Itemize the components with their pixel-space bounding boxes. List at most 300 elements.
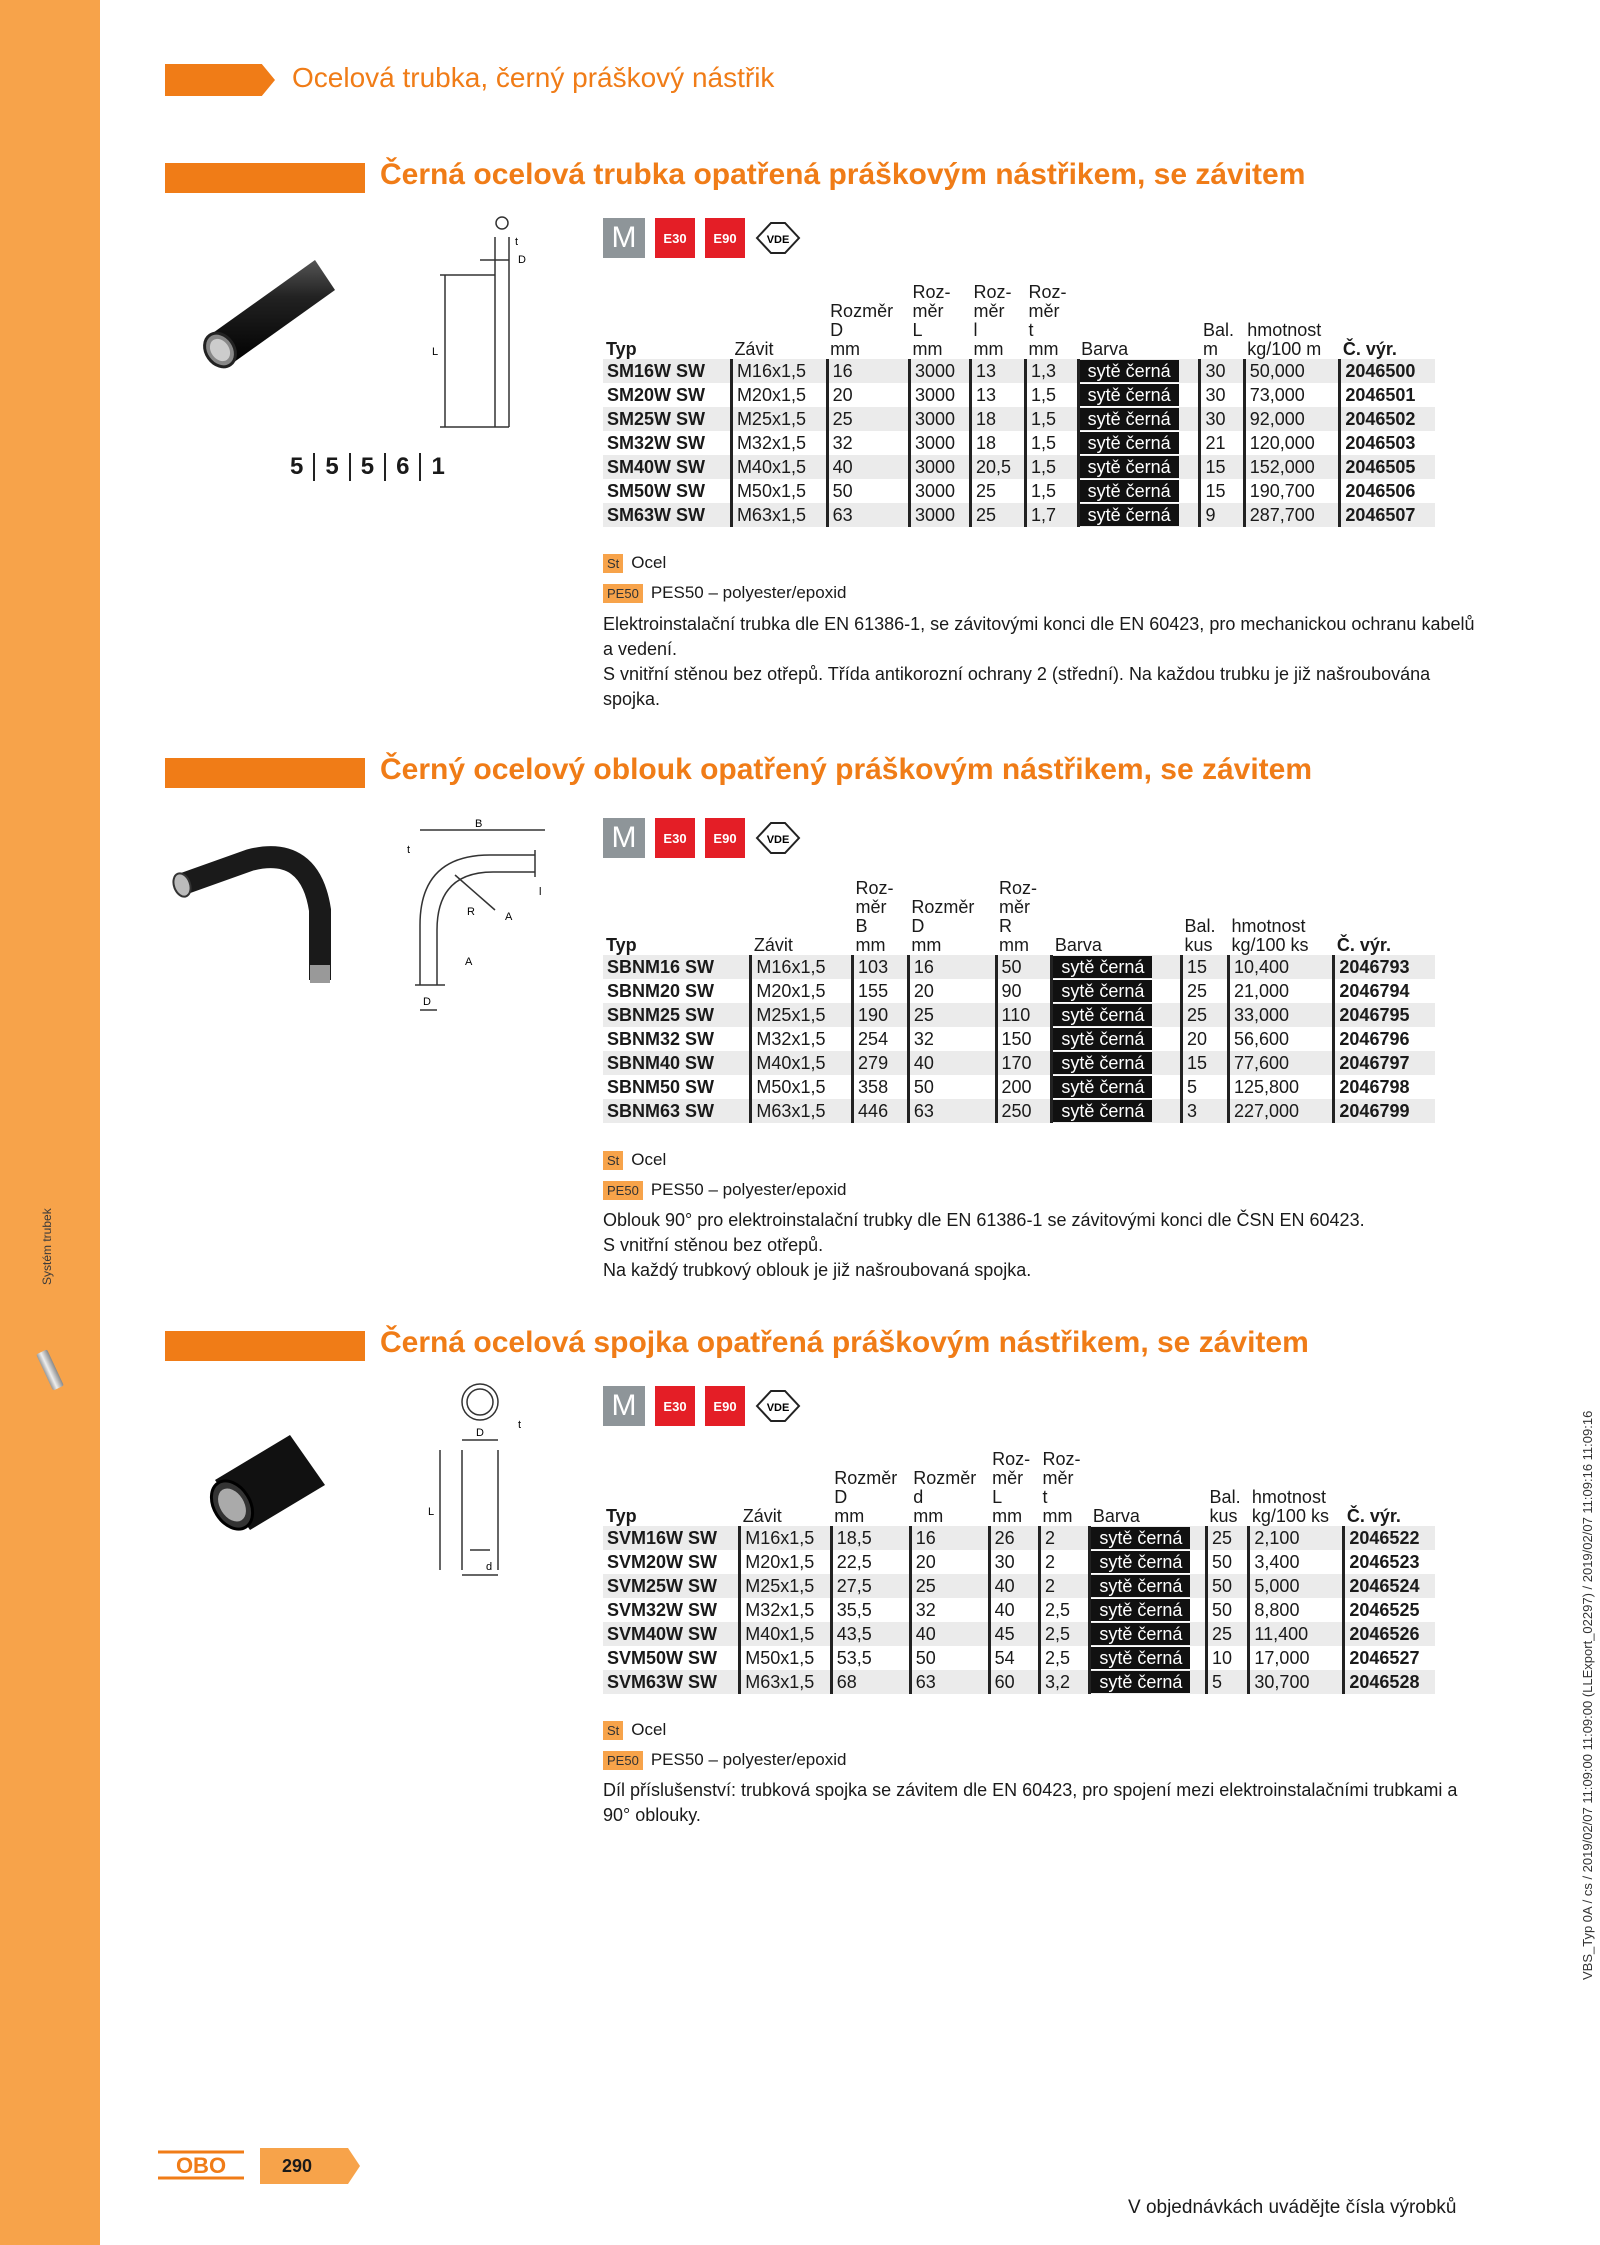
product-table — [603, 879, 1435, 1123]
table-cell: 30 — [1200, 407, 1244, 431]
cell-color — [1090, 1550, 1207, 1574]
table-cell: 2,5 — [1039, 1598, 1089, 1622]
table-cell: 50 — [910, 1646, 989, 1670]
color-chip: sytě černá — [1080, 360, 1179, 382]
cell-color — [1052, 979, 1182, 1003]
badge-e30: E30 — [655, 218, 695, 258]
cell-color — [1078, 383, 1200, 407]
col-header: hmotnost kg/100 ks — [1251, 1487, 1329, 1526]
col-header: Závit — [734, 339, 774, 359]
table-cell: 3000 — [910, 479, 971, 503]
col-header: Roz- měr t mm — [1028, 282, 1067, 359]
table-row — [603, 407, 1435, 431]
table-cell: 32 — [910, 1598, 989, 1622]
table-cell: 16 — [910, 1526, 989, 1550]
cell-article-number: 2046797 — [1334, 1051, 1435, 1075]
svg-text:VDE: VDE — [766, 234, 790, 246]
table-cell: 53,5 — [831, 1646, 910, 1670]
color-chip: sytě černá — [1091, 1599, 1190, 1621]
cell-color — [1052, 955, 1182, 979]
table-cell: M20x1,5 — [731, 383, 827, 407]
col-header: Roz- měr t mm — [1042, 1449, 1081, 1526]
table-row — [603, 479, 1435, 503]
table-cell: SBNM40 SW — [607, 1053, 715, 1073]
table-cell: 1,5 — [1026, 383, 1079, 407]
cell-article-number: 2046528 — [1344, 1670, 1435, 1694]
table-cell: 50 — [827, 479, 909, 503]
table-cell: SVM40W SW — [607, 1624, 718, 1644]
table-cell: M63x1,5 — [731, 503, 827, 527]
color-chip: sytě černá — [1080, 384, 1179, 406]
table-cell: SBNM32 SW — [607, 1029, 715, 1049]
col-header: Závit — [742, 1506, 782, 1526]
material-row — [603, 1150, 666, 1170]
digit: 5 — [290, 453, 304, 480]
table-cell: 50 — [996, 955, 1052, 979]
table-cell: 20 — [1181, 1027, 1228, 1051]
table-cell: 30 — [989, 1550, 1039, 1574]
material-row — [603, 1720, 666, 1740]
table-cell: 50,000 — [1244, 359, 1340, 383]
col-header: Č. výr. — [1336, 935, 1391, 955]
table-cell: 32 — [827, 431, 909, 455]
description — [603, 1778, 1483, 1828]
color-chip: sytě černá — [1053, 1004, 1152, 1026]
color-chip: sytě černá — [1053, 956, 1152, 978]
svg-text:l: l — [539, 886, 542, 898]
table-cell: 30 — [1200, 359, 1244, 383]
sidebar-strip — [0, 0, 100, 2245]
cell-color — [1090, 1574, 1207, 1598]
table-cell: 3000 — [910, 407, 971, 431]
table-cell: 25 — [971, 479, 1026, 503]
cell-article-number: 2046505 — [1340, 455, 1435, 479]
table-cell: 3000 — [910, 383, 971, 407]
section-bar — [165, 163, 365, 193]
table-cell: 20 — [827, 383, 909, 407]
table-cell: 15 — [1181, 1051, 1228, 1075]
svg-text:A: A — [465, 956, 473, 968]
badges — [603, 1386, 801, 1426]
svg-text:VDE: VDE — [766, 834, 790, 846]
cell-article-number: 2046526 — [1344, 1622, 1435, 1646]
table-cell: 279 — [853, 1051, 909, 1075]
table-cell: 25 — [1207, 1622, 1249, 1646]
svg-text:t: t — [407, 844, 411, 856]
table-cell: 200 — [996, 1075, 1052, 1099]
material-code: St — [603, 1721, 623, 1740]
table-cell: 18,5 — [831, 1526, 910, 1550]
table-cell: M16x1,5 — [751, 955, 853, 979]
table-cell: 60 — [989, 1670, 1039, 1694]
digit: 5 — [313, 453, 348, 481]
table-row — [603, 383, 1435, 407]
table-cell: 25 — [1207, 1526, 1249, 1550]
cell-article-number: 2046527 — [1344, 1646, 1435, 1670]
digit: 1 — [419, 453, 454, 481]
description — [603, 612, 1483, 712]
table-cell: 63 — [908, 1099, 996, 1123]
coating-code: PE50 — [603, 1181, 643, 1200]
table-row — [603, 1550, 1435, 1574]
material-label: Ocel — [631, 1150, 667, 1169]
cell-color — [1052, 1003, 1182, 1027]
table-cell: 63 — [827, 503, 909, 527]
table-cell: 30 — [1200, 383, 1244, 407]
page-title: Ocelová trubka, černý práškový nástřik — [292, 62, 775, 93]
table-row — [603, 431, 1435, 455]
col-header: hmotnost kg/100 m — [1247, 320, 1322, 359]
logo-text: OBO — [175, 2153, 227, 2178]
table-cell: SM16W SW — [607, 361, 706, 381]
cell-article-number: 2046799 — [1334, 1099, 1435, 1123]
table-cell: 32 — [908, 1027, 996, 1051]
coating-label: PES50 – polyester/epoxid — [650, 1750, 847, 1769]
badge-e90: E90 — [705, 1386, 745, 1426]
svg-text:D: D — [423, 996, 431, 1008]
header-arrow-icon — [165, 64, 275, 96]
table-cell: 18 — [971, 407, 1026, 431]
pipe-drawing — [420, 215, 540, 430]
table-cell: 5,000 — [1249, 1574, 1344, 1598]
section-title: Černá ocelová trubka opatřená práškovým nástřikem, se závitem — [380, 158, 1306, 191]
col-header: Barva — [1054, 935, 1102, 955]
bend-drawing — [405, 815, 555, 1015]
product-table — [603, 283, 1435, 527]
bend-image — [170, 840, 350, 990]
badge-m: M — [603, 818, 645, 858]
description — [603, 1208, 1483, 1283]
description-line: Elektroinstalační trubka dle EN 61386-1, se závitovými konci dle EN 60423, pro mechanickou ochranu kabelů a vedení. — [603, 614, 1475, 659]
table-cell: 8,800 — [1249, 1598, 1344, 1622]
obo-logo — [158, 2150, 244, 2180]
table-cell: 25 — [971, 503, 1026, 527]
color-chip: sytě černá — [1091, 1527, 1190, 1549]
cell-article-number: 2046506 — [1340, 479, 1435, 503]
col-header: Rozměr D mm — [834, 1468, 898, 1526]
col-header: Roz- měr L mm — [992, 1449, 1031, 1526]
table-header — [603, 283, 1435, 359]
svg-text:d: d — [486, 1561, 493, 1573]
svg-text:A: A — [505, 911, 513, 923]
digit-codes — [280, 453, 455, 481]
material-code: St — [603, 1151, 623, 1170]
table-row — [603, 955, 1435, 979]
table-cell: 25 — [1181, 1003, 1228, 1027]
table-row — [603, 1051, 1435, 1075]
table-cell: 3000 — [910, 359, 971, 383]
table-cell: SVM20W SW — [607, 1552, 718, 1572]
table-cell: 5 — [1181, 1075, 1228, 1099]
table-cell: M50x1,5 — [751, 1075, 853, 1099]
table-cell: 1,5 — [1026, 431, 1079, 455]
table-cell: 50 — [908, 1075, 996, 1099]
table-cell: 152,000 — [1244, 455, 1340, 479]
cell-article-number: 2046501 — [1340, 383, 1435, 407]
table-row — [603, 503, 1435, 527]
col-header: Typ — [606, 935, 637, 955]
table-cell: 90 — [996, 979, 1052, 1003]
cell-color — [1078, 503, 1200, 527]
table-cell: 227,000 — [1228, 1099, 1333, 1123]
color-chip: sytě černá — [1080, 408, 1179, 430]
cell-color — [1052, 1027, 1182, 1051]
table-cell: 16 — [908, 955, 996, 979]
table-cell: 15 — [1181, 955, 1228, 979]
table-cell: 54 — [989, 1646, 1039, 1670]
table-cell: 1,5 — [1026, 407, 1079, 431]
cell-article-number: 2046794 — [1334, 979, 1435, 1003]
table-cell: 18 — [971, 431, 1026, 455]
cell-article-number: 2046524 — [1344, 1574, 1435, 1598]
table-cell: M32x1,5 — [751, 1027, 853, 1051]
coupling-drawing — [420, 1380, 540, 1580]
table-cell: 92,000 — [1244, 407, 1340, 431]
svg-text:t: t — [515, 236, 519, 248]
table-cell: 10,400 — [1228, 955, 1333, 979]
table-cell: 25 — [910, 1574, 989, 1598]
table-cell: M63x1,5 — [740, 1670, 832, 1694]
table-row — [603, 1526, 1435, 1550]
product-table — [603, 1450, 1435, 1694]
table-cell: 170 — [996, 1051, 1052, 1075]
table-cell: 50 — [1207, 1598, 1249, 1622]
section-title: Černá ocelová spojka opatřená práškovým nástřikem, se závitem — [380, 1326, 1309, 1359]
table-cell: 2,100 — [1249, 1526, 1344, 1550]
cell-color — [1090, 1622, 1207, 1646]
table-cell: SBNM25 SW — [607, 1005, 715, 1025]
cell-article-number: 2046525 — [1344, 1598, 1435, 1622]
color-chip: sytě černá — [1053, 1100, 1152, 1122]
cell-color — [1078, 407, 1200, 431]
table-cell: 120,000 — [1244, 431, 1340, 455]
description-line: S vnitřní stěnou bez otřepů. — [603, 1235, 824, 1255]
table-cell: 25 — [827, 407, 909, 431]
col-header: Roz- měr R mm — [999, 878, 1038, 955]
table-cell: 103 — [853, 955, 909, 979]
table-cell: 25 — [908, 1003, 996, 1027]
page-number: 290 — [282, 2156, 313, 2176]
table-cell: 3,400 — [1249, 1550, 1344, 1574]
table-cell: 3 — [1181, 1099, 1228, 1123]
cell-color — [1090, 1526, 1207, 1550]
color-chip: sytě černá — [1053, 980, 1152, 1002]
table-cell: M40x1,5 — [751, 1051, 853, 1075]
table-row — [603, 1099, 1435, 1123]
table-cell: 20,5 — [971, 455, 1026, 479]
table-row — [603, 1598, 1435, 1622]
svg-text:L: L — [428, 1506, 435, 1518]
svg-text:L: L — [432, 346, 439, 358]
table-cell: M32x1,5 — [740, 1598, 832, 1622]
table-cell: SVM50W SW — [607, 1648, 718, 1668]
table-cell: M25x1,5 — [751, 1003, 853, 1027]
table-cell: 358 — [853, 1075, 909, 1099]
table-row — [603, 1670, 1435, 1694]
table-cell: 2 — [1039, 1550, 1089, 1574]
table-cell: SVM63W SW — [607, 1672, 718, 1692]
cell-article-number: 2046795 — [1334, 1003, 1435, 1027]
table-header — [603, 1450, 1435, 1526]
table-cell: 254 — [853, 1027, 909, 1051]
table-cell: 3000 — [910, 455, 971, 479]
table-cell: 3,2 — [1039, 1670, 1089, 1694]
table-cell: 40 — [989, 1598, 1039, 1622]
table-cell: SBNM20 SW — [607, 981, 715, 1001]
badge-e90: E90 — [705, 818, 745, 858]
section-title: Černý ocelový oblouk opatřený práškovým nástřikem, se závitem — [380, 753, 1313, 786]
table-cell: SVM25W SW — [607, 1576, 718, 1596]
table-cell: M20x1,5 — [740, 1550, 832, 1574]
table-cell: 250 — [996, 1099, 1052, 1123]
digit: 6 — [384, 453, 419, 481]
table-cell: 2 — [1039, 1526, 1089, 1550]
table-cell: 155 — [853, 979, 909, 1003]
color-chip: sytě černá — [1080, 480, 1179, 502]
cell-article-number: 2046798 — [1334, 1075, 1435, 1099]
table-cell: 1,7 — [1026, 503, 1079, 527]
cell-color — [1078, 455, 1200, 479]
badges — [603, 818, 801, 858]
table-cell: 190,700 — [1244, 479, 1340, 503]
table-cell: 190 — [853, 1003, 909, 1027]
material-label: Ocel — [631, 553, 667, 572]
table-cell: 20 — [910, 1550, 989, 1574]
table-cell: M25x1,5 — [740, 1574, 832, 1598]
table-cell: 13 — [971, 383, 1026, 407]
table-row — [603, 455, 1435, 479]
table-cell: SM50W SW — [607, 481, 706, 501]
table-cell: SBNM50 SW — [607, 1077, 715, 1097]
table-cell: 15 — [1200, 455, 1244, 479]
table-cell: M50x1,5 — [731, 479, 827, 503]
table-cell: 50 — [1207, 1550, 1249, 1574]
table-cell: 21 — [1200, 431, 1244, 455]
svg-text:t: t — [518, 1419, 522, 1431]
table-cell: SM40W SW — [607, 457, 706, 477]
cell-article-number: 2046507 — [1340, 503, 1435, 527]
table-cell: SM32W SW — [607, 433, 706, 453]
table-cell: 2,5 — [1039, 1646, 1089, 1670]
vde-icon — [755, 818, 801, 858]
table-cell: 63 — [910, 1670, 989, 1694]
table-cell: SM20W SW — [607, 385, 706, 405]
table-cell: 1,5 — [1026, 479, 1079, 503]
table-cell: SBNM16 SW — [607, 957, 715, 977]
table-cell: SVM16W SW — [607, 1528, 718, 1548]
table-row — [603, 1027, 1435, 1051]
cell-article-number: 2046796 — [1334, 1027, 1435, 1051]
table-cell: 446 — [853, 1099, 909, 1123]
table-cell: SVM32W SW — [607, 1600, 718, 1620]
table-cell: M16x1,5 — [740, 1526, 832, 1550]
col-header: Bal. m — [1202, 320, 1235, 359]
description-line: Díl příslušenství: trubková spojka se závitem dle EN 60423, pro spojení mezi elektroinstalačními trubkami a 90° oblouky. — [603, 1780, 1458, 1825]
cell-color — [1078, 479, 1200, 503]
badge-m: M — [603, 218, 645, 258]
cell-color — [1052, 1099, 1182, 1123]
cell-color — [1090, 1670, 1207, 1694]
description-line: Oblouk 90° pro elektroinstalační trubky dle EN 61386-1 se závitovými konci dle ČSN EN 60423. — [603, 1210, 1365, 1230]
col-header: Roz- měr L mm — [912, 282, 951, 359]
col-header: Barva — [1081, 339, 1129, 359]
table-cell: 5 — [1207, 1670, 1249, 1694]
table-body — [603, 359, 1435, 527]
table-cell: M50x1,5 — [740, 1646, 832, 1670]
table-cell: M63x1,5 — [751, 1099, 853, 1123]
svg-text:R: R — [467, 906, 475, 918]
coating-code: PE50 — [603, 1751, 643, 1770]
table-cell: 3000 — [910, 503, 971, 527]
material-label: Ocel — [631, 1720, 667, 1739]
color-chip: sytě černá — [1080, 456, 1179, 478]
table-cell: 16 — [827, 359, 909, 383]
col-header: Rozměr D mm — [830, 301, 894, 359]
table-cell: 22,5 — [831, 1550, 910, 1574]
col-header: Bal. kus — [1184, 916, 1216, 955]
col-header: Barva — [1092, 1506, 1140, 1526]
color-chip: sytě černá — [1053, 1052, 1152, 1074]
col-header: Závit — [753, 935, 793, 955]
table-cell: 2 — [1039, 1574, 1089, 1598]
table-cell: 27,5 — [831, 1574, 910, 1598]
color-chip: sytě černá — [1091, 1647, 1190, 1669]
table-row — [603, 979, 1435, 1003]
table-row — [603, 1622, 1435, 1646]
col-header: Typ — [606, 339, 637, 359]
table-cell: 110 — [996, 1003, 1052, 1027]
description-line: Na každý trubkový oblouk je již našroubovaná spojka. — [603, 1260, 1032, 1280]
table-cell: 77,600 — [1228, 1051, 1333, 1075]
table-cell: M25x1,5 — [731, 407, 827, 431]
table-cell: 68 — [831, 1670, 910, 1694]
table-body — [603, 1526, 1435, 1694]
section-bar — [165, 1331, 365, 1361]
table-cell: 26 — [989, 1526, 1039, 1550]
coating-label: PES50 – polyester/epoxid — [650, 583, 847, 602]
coating-label: PES50 – polyester/epoxid — [650, 1180, 847, 1199]
cell-color — [1090, 1646, 1207, 1670]
table-cell: 33,000 — [1228, 1003, 1333, 1027]
coating-row — [603, 583, 846, 603]
col-header: Rozměr D mm — [911, 897, 975, 955]
badge-e90: E90 — [705, 218, 745, 258]
table-cell: 287,700 — [1244, 503, 1340, 527]
table-cell: 13 — [971, 359, 1026, 383]
table-cell: M40x1,5 — [740, 1622, 832, 1646]
table-cell: 25 — [1181, 979, 1228, 1003]
svg-text:VDE: VDE — [766, 1402, 790, 1414]
table-cell: 73,000 — [1244, 383, 1340, 407]
table-cell: 40 — [910, 1622, 989, 1646]
col-header: Typ — [606, 1506, 637, 1526]
table-cell: 9 — [1200, 503, 1244, 527]
cell-article-number: 2046793 — [1334, 955, 1435, 979]
table-cell: 125,800 — [1228, 1075, 1333, 1099]
table-cell: 1,5 — [1026, 455, 1079, 479]
vde-icon — [755, 1386, 801, 1426]
table-cell: M32x1,5 — [731, 431, 827, 455]
cell-article-number: 2046500 — [1340, 359, 1435, 383]
table-row — [603, 1574, 1435, 1598]
table-cell: 15 — [1200, 479, 1244, 503]
svg-text:D: D — [518, 254, 526, 266]
table-body — [603, 955, 1435, 1123]
cell-article-number: 2046502 — [1340, 407, 1435, 431]
color-chip: sytě černá — [1080, 432, 1179, 454]
table-cell: 56,600 — [1228, 1027, 1333, 1051]
badge-e30: E30 — [655, 1386, 695, 1426]
